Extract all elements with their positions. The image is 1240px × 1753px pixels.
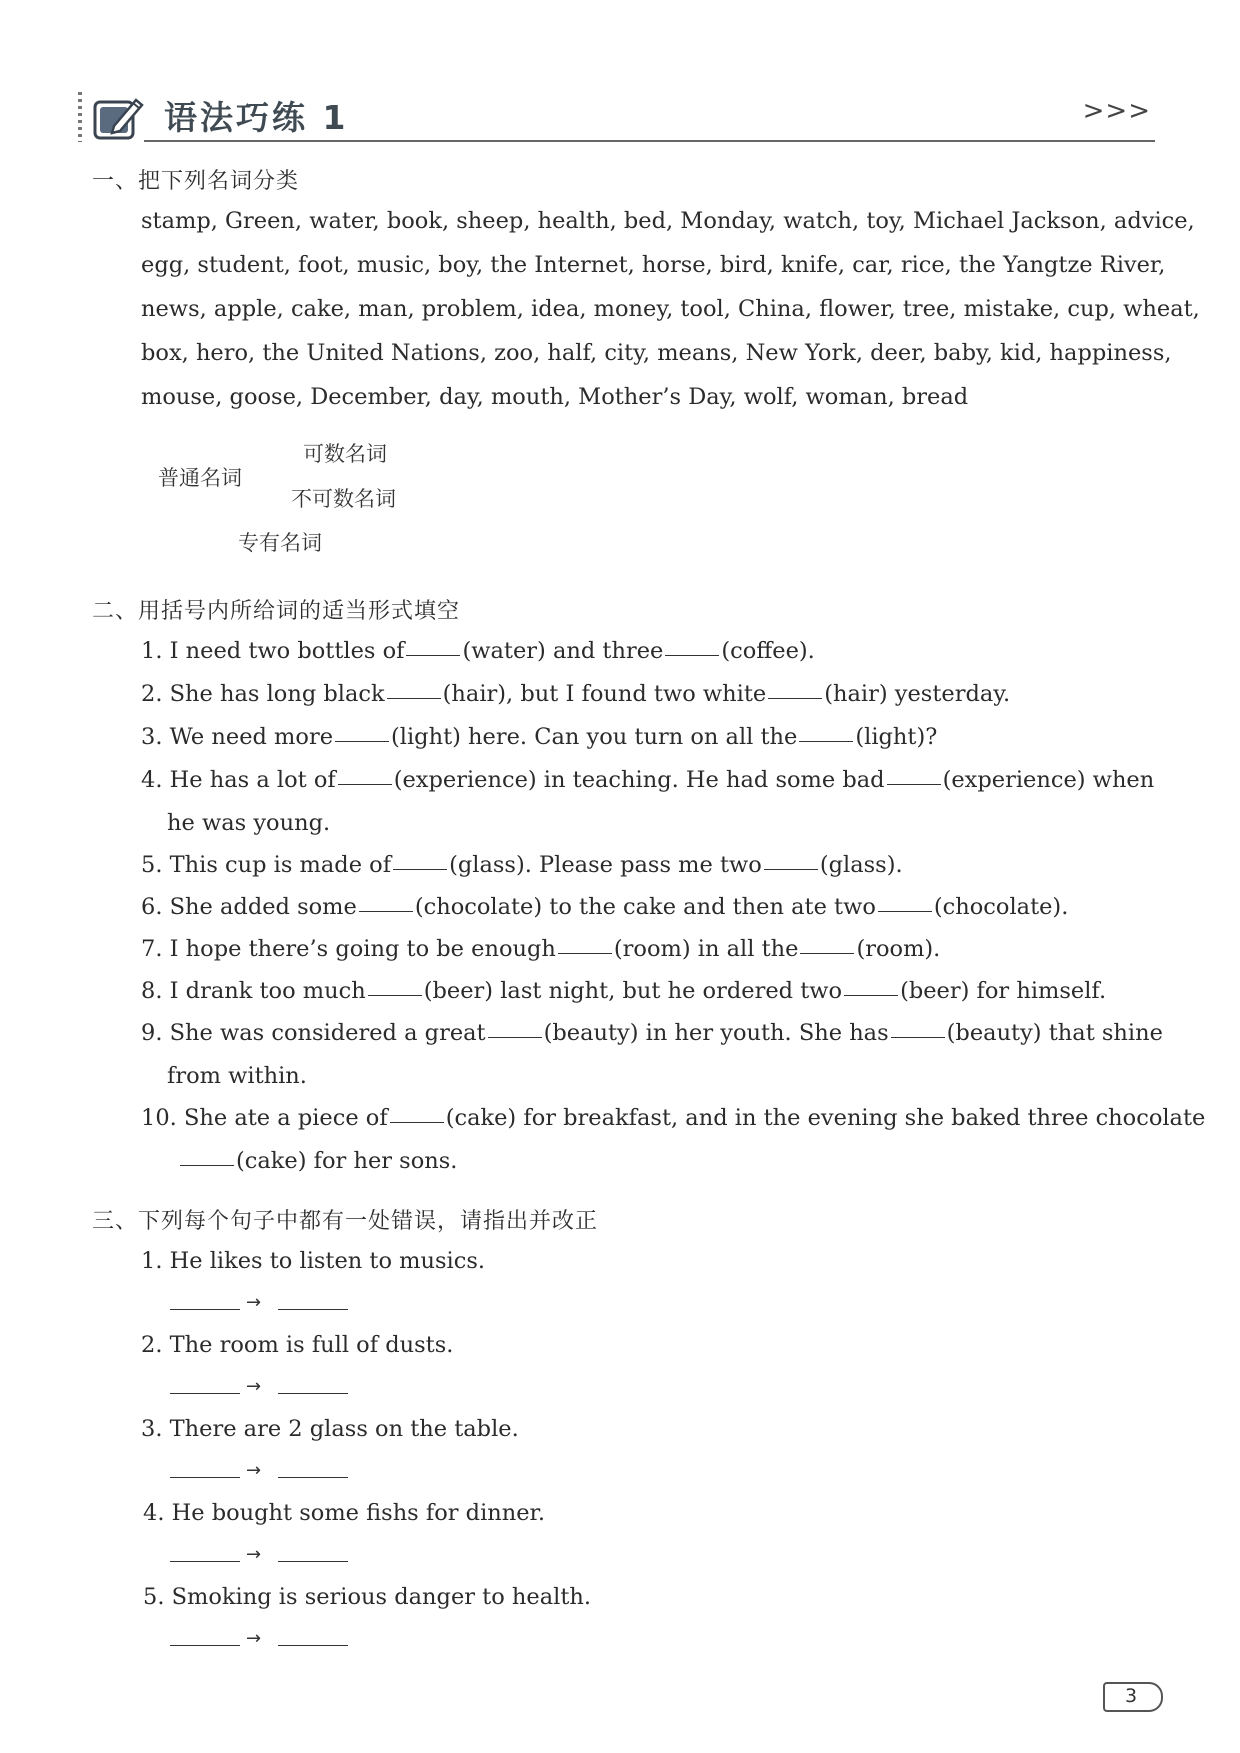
answer-blank[interactable] bbox=[335, 740, 389, 742]
category-uncountable: 不可数名词 bbox=[291, 487, 396, 511]
correct-word-blank[interactable] bbox=[278, 1393, 348, 1394]
item-number: 4. bbox=[141, 767, 163, 793]
fill-item-5: 5. This cup is made of (glass). Please pass me two (glass). bbox=[141, 852, 903, 878]
category-common: 普通名词 bbox=[158, 466, 242, 490]
noun-list-line: mouse, goose, December, day, mouth, Mother’s Day, wolf, woman, bread bbox=[141, 384, 969, 410]
answer-blank[interactable] bbox=[764, 868, 818, 870]
item-number: 5. bbox=[141, 852, 163, 878]
fill-item-10: 10. She ate a piece of (cake) for breakfast, and in the evening she baked three chocolate bbox=[141, 1105, 1206, 1131]
arrow-right-icon: → bbox=[246, 1628, 262, 1649]
item-number: 10. bbox=[141, 1105, 177, 1131]
answer-blank[interactable] bbox=[368, 994, 422, 996]
correct-word-blank[interactable] bbox=[278, 1309, 348, 1310]
noun-list-line: egg, student, foot, music, boy, the Internet, horse, bird, knife, car, rice, the Yangtze River, bbox=[141, 252, 1166, 278]
arrow-right-icon: → bbox=[246, 1376, 262, 1397]
answer-blank[interactable] bbox=[387, 697, 441, 699]
correct-word-blank[interactable] bbox=[278, 1645, 348, 1646]
correction-answer bbox=[170, 1376, 360, 1398]
category-proper: 专有名词 bbox=[238, 531, 322, 555]
error-item-1: 1. He likes to listen to musics. bbox=[141, 1248, 486, 1274]
item-number: 2. bbox=[141, 1332, 163, 1358]
header-rule bbox=[144, 140, 1155, 142]
arrow-right-icon: → bbox=[246, 1460, 262, 1481]
error-item-5: 5. Smoking is serious danger to health. bbox=[143, 1584, 592, 1610]
wrong-word-blank[interactable] bbox=[170, 1645, 240, 1646]
answer-blank[interactable] bbox=[393, 868, 447, 870]
answer-blank[interactable] bbox=[488, 1036, 542, 1038]
answer-blank[interactable] bbox=[799, 740, 853, 742]
page-number-label: 3 bbox=[1124, 1685, 1138, 1707]
correct-word-blank[interactable] bbox=[278, 1477, 348, 1478]
correction-answer bbox=[170, 1544, 360, 1566]
item-number: 2. bbox=[141, 681, 163, 707]
error-item-4: 4. He bought some fishs for dinner. bbox=[143, 1500, 545, 1526]
item-number: 8. bbox=[141, 978, 163, 1004]
fill-item-6: 6. She added some (chocolate) to the cake and then ate two (chocolate). bbox=[141, 894, 1069, 920]
answer-blank[interactable] bbox=[800, 952, 854, 954]
fill-item-10-continuation: (cake) for her sons. bbox=[178, 1148, 457, 1174]
noun-list-line: box, hero, the United Nations, zoo, half, city, means, New York, deer, baby, kid, happiness, bbox=[141, 340, 1172, 366]
item-number: 7. bbox=[141, 936, 163, 962]
correct-word-blank[interactable] bbox=[278, 1561, 348, 1562]
answer-blank[interactable] bbox=[180, 1164, 234, 1166]
wrong-word-blank[interactable] bbox=[170, 1309, 240, 1310]
answer-blank[interactable] bbox=[878, 910, 932, 912]
item-number: 9. bbox=[141, 1020, 163, 1046]
error-item-3: 3. There are 2 glass on the table. bbox=[141, 1416, 519, 1442]
item-number: 3. bbox=[141, 724, 163, 750]
answer-blank[interactable] bbox=[558, 952, 612, 954]
wrong-word-blank[interactable] bbox=[170, 1393, 240, 1394]
answer-blank[interactable] bbox=[390, 1121, 444, 1123]
item-number: 3. bbox=[141, 1416, 163, 1442]
correction-answer bbox=[170, 1628, 360, 1650]
chevrons-icon: >>> bbox=[1082, 96, 1151, 126]
item-number: 5. bbox=[143, 1584, 165, 1610]
page-number bbox=[1103, 1682, 1165, 1712]
fill-item-2: 2. She has long black (hair), but I found two white (hair) yesterday. bbox=[141, 681, 1011, 707]
header-dotted-line bbox=[78, 92, 82, 142]
answer-blank[interactable] bbox=[844, 994, 898, 996]
wrong-word-blank[interactable] bbox=[170, 1561, 240, 1562]
answer-blank[interactable] bbox=[887, 783, 941, 785]
fill-item-4: 4. He has a lot of (experience) in teaching. He had some bad (experience) when bbox=[141, 767, 1155, 793]
fill-item-8: 8. I drank too much (beer) last night, but he ordered two (beer) for himself. bbox=[141, 978, 1107, 1004]
fill-item-4-continuation: he was young. bbox=[167, 810, 331, 836]
error-item-2: 2. The room is full of dusts. bbox=[141, 1332, 454, 1358]
item-number: 1. bbox=[141, 1248, 163, 1274]
correction-answer bbox=[170, 1460, 360, 1482]
answer-blank[interactable] bbox=[891, 1036, 945, 1038]
noun-list-line: stamp, Green, water, book, sheep, health, bed, Monday, watch, toy, Michael Jackson, advice, bbox=[141, 208, 1195, 234]
wrong-word-blank[interactable] bbox=[170, 1477, 240, 1478]
category-countable: 可数名词 bbox=[303, 442, 387, 466]
answer-blank[interactable] bbox=[338, 783, 392, 785]
page-title: 语法巧练 1 bbox=[164, 98, 349, 137]
item-number: 6. bbox=[141, 894, 163, 920]
answer-blank[interactable] bbox=[768, 697, 822, 699]
arrow-right-icon: → bbox=[246, 1544, 262, 1565]
answer-blank[interactable] bbox=[406, 654, 460, 656]
answer-blank[interactable] bbox=[359, 910, 413, 912]
page-header bbox=[82, 90, 1155, 146]
section1-title: 一、把下列名词分类 bbox=[92, 169, 300, 194]
fill-item-7: 7. I hope there’s going to be enough (room) in all the (room). bbox=[141, 936, 941, 962]
pencil-note-icon bbox=[92, 94, 144, 142]
arrow-right-icon: → bbox=[246, 1292, 262, 1313]
item-number: 1. bbox=[141, 638, 163, 664]
fill-item-9: 9. She was considered a great (beauty) in her youth. She has (beauty) that shine bbox=[141, 1020, 1163, 1046]
fill-item-9-continuation: from within. bbox=[167, 1063, 307, 1089]
fill-item-1: 1. I need two bottles of (water) and three (coffee). bbox=[141, 638, 815, 664]
correction-answer bbox=[170, 1292, 360, 1314]
item-number: 4. bbox=[143, 1500, 165, 1526]
answer-blank[interactable] bbox=[665, 654, 719, 656]
noun-list-line: news, apple, cake, man, problem, idea, money, tool, China, flower, tree, mistake, cup, wheat, bbox=[141, 296, 1200, 322]
section2-title: 二、用括号内所给词的适当形式填空 bbox=[92, 599, 461, 624]
section3-title: 三、下列每个句子中都有一处错误，请指出并改正 bbox=[92, 1209, 599, 1234]
fill-item-3: 3. We need more (light) here. Can you turn on all the (light)? bbox=[141, 724, 938, 750]
